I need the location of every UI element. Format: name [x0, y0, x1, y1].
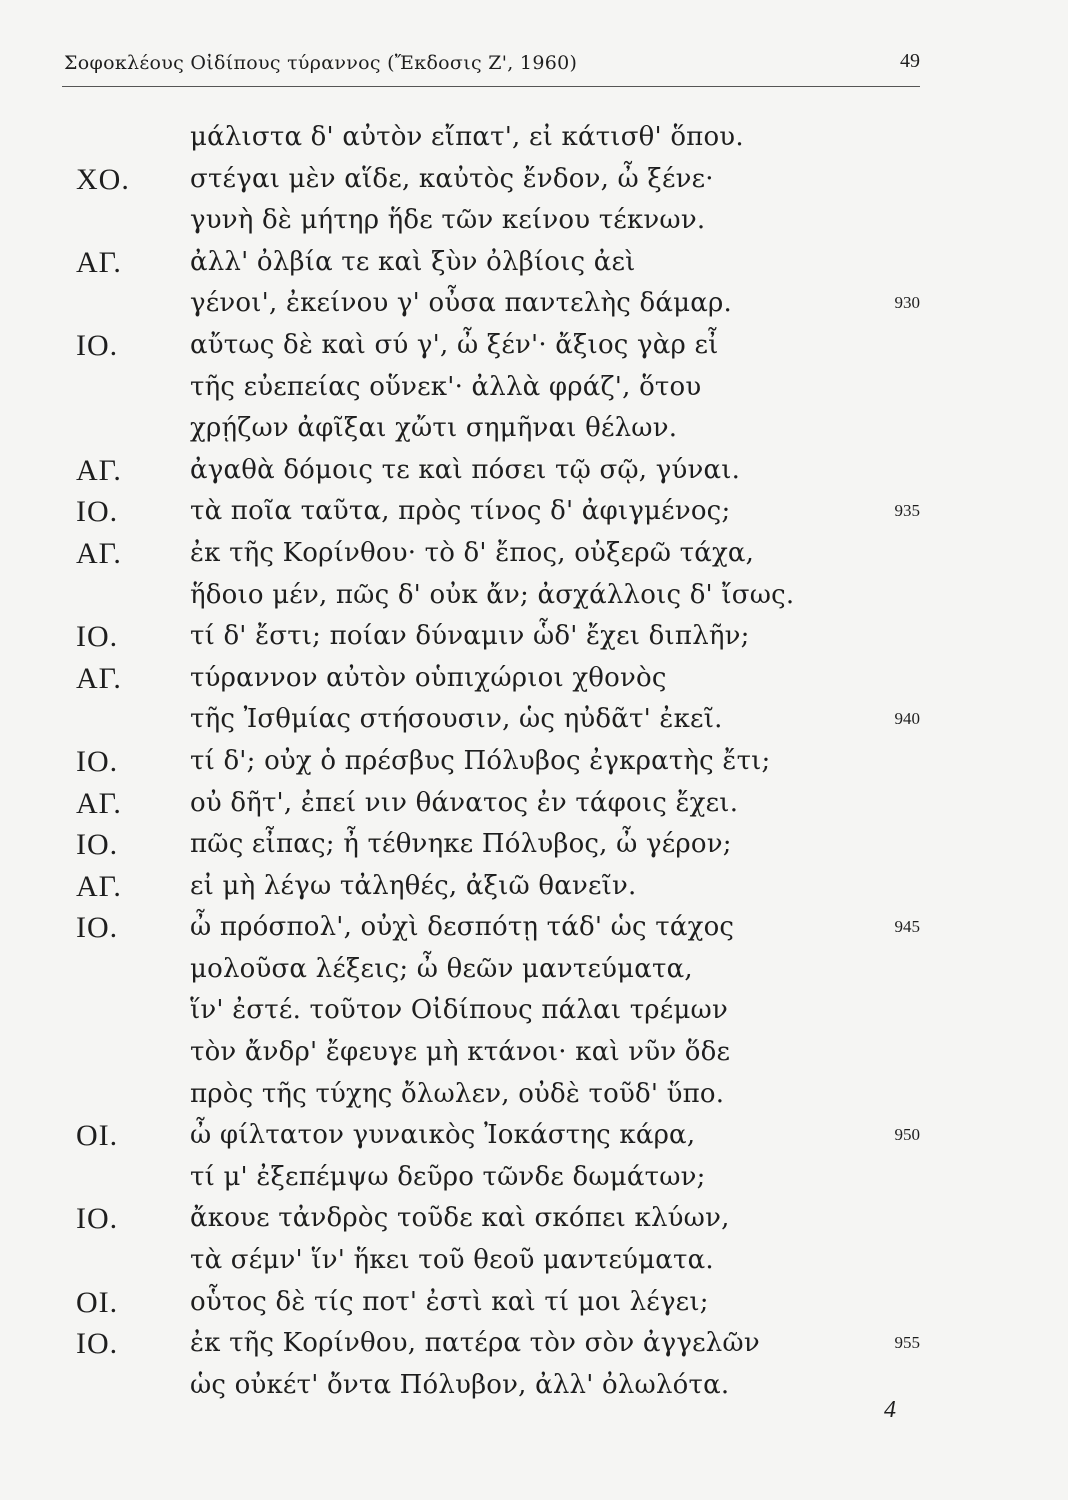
verse-line — [0, 283, 1068, 325]
speaker-label: ΧΟ. — [76, 162, 130, 196]
speaker-label: ΙΟ. — [76, 328, 119, 362]
verse-line — [0, 159, 1068, 201]
verse-line — [0, 325, 1068, 367]
line-number: 945 — [894, 917, 920, 937]
verse-text: μάλιστα δ' αὐτὸν εἴπατ', εἰ κάτισθ' ὅπου. — [190, 122, 744, 152]
verse-line — [0, 1157, 1068, 1199]
verse-text: τὰ ποῖα ταῦτα, πρὸς τίνος δ' ἀφιγμένος; — [190, 496, 731, 527]
verse-text: χρῄζων ἀφῖξαι χὤτι σημῆναι θέλων. — [190, 413, 678, 444]
verse-text: τί δ'; οὐχ ὁ πρέσβυς Πόλυβος ἐγκρατὴς ἔτι; — [190, 745, 771, 776]
verse-text: οὐ δῆτ', ἐπεί νιν θάνατος ἐν τάφοις ἔχει. — [190, 787, 739, 818]
verse-line — [0, 450, 1068, 492]
verse-line — [0, 1240, 1068, 1282]
verse-line — [0, 1282, 1068, 1324]
verse-line — [0, 824, 1068, 866]
verse-text: πρὸς τῆς τύχης ὄλωλεν, οὐδὲ τοῦδ' ὕπο. — [190, 1078, 725, 1109]
verse-line — [0, 1032, 1068, 1074]
verse-line — [0, 242, 1068, 284]
line-number: 950 — [894, 1125, 920, 1145]
verse-text: οὗτος δὲ τίς ποτ' ἐστὶ καὶ τί μοι λέγει; — [190, 1286, 709, 1317]
speaker-label: ΑΓ. — [76, 453, 122, 487]
verse-line — [0, 117, 1068, 159]
verse-text: ὦ πρόσπολ', οὐχὶ δεσπότῃ τάδ' ὡς τάχος — [190, 912, 735, 943]
speaker-label: ΙΟ. — [76, 744, 119, 778]
verse-text: στέγαι μὲν αἵδε, καὐτὸς ἔνδον, ὦ ξένε· — [190, 163, 714, 194]
speaker-label: ΙΟ. — [76, 620, 119, 654]
verse-text: τῆς Ἰσθμίας στήσουσιν, ὡς ηὐδᾶτ' ἐκεῖ. — [190, 704, 723, 735]
verse-line — [0, 783, 1068, 825]
verse-line — [0, 699, 1068, 741]
verse-line — [0, 616, 1068, 658]
verse-text: ἀλλ' ὀλβία τε καὶ ξὺν ὀλβίοις ἀεὶ — [190, 246, 636, 277]
verse-line — [0, 408, 1068, 450]
verse-text: ἵν' ἐστέ. τοῦτον Οἰδίπους πάλαι τρέμων — [190, 995, 728, 1026]
verse-text: τί μ' ἐξεπέμψω δεῦρο τῶνδε δωμάτων; — [190, 1161, 706, 1192]
running-header — [62, 50, 920, 87]
speaker-label: ΙΟ. — [76, 1327, 119, 1361]
verse-line — [0, 741, 1068, 783]
verse-text: τὸν ἄνδρ' ἔφευγε μὴ κτάνοι· καὶ νῦν ὅδε — [190, 1037, 731, 1068]
verse-text: τί δ' ἔστι; ποίαν δύναμιν ὧδ' ἔχει διπλῆν; — [190, 621, 750, 652]
verse-line — [0, 1115, 1068, 1157]
verse-line — [0, 658, 1068, 700]
speaker-label: ΟΙ. — [76, 1285, 119, 1319]
verse-text: πῶς εἶπας; ἦ τέθνηκε Πόλυβος, ὦ γέρον; — [190, 829, 732, 860]
verse-text: τύραννον αὐτὸν οὑπιχώριοι χθονὸς — [190, 662, 667, 693]
verse-text: ἄκουε τἀνδρὸς τοῦδε καὶ σκόπει κλύων, — [190, 1203, 730, 1234]
verse-line — [0, 1198, 1068, 1240]
verse-line — [0, 949, 1068, 991]
line-number: 930 — [894, 293, 920, 313]
verse-text: ἀγαθὰ δόμοις τε καὶ πόσει τῷ σῷ, γύναι. — [190, 454, 741, 485]
speaker-label: ΑΓ. — [76, 786, 122, 820]
verse-text: γένοι', ἐκείνου γ' οὖσα παντελὴς δάμαρ. — [190, 288, 732, 319]
verse-line — [0, 866, 1068, 908]
verse-text: ἐκ τῆς Κορίνθου, πατέρα τὸν σὸν ἀγγελῶν — [190, 1328, 760, 1359]
line-number: 955 — [894, 1333, 920, 1353]
speaker-label: ΙΟ. — [76, 828, 119, 862]
verse-line — [0, 1323, 1068, 1365]
verse-text: ὡς οὐκέτ' ὄντα Πόλυβον, ἀλλ' ὀλωλότα. — [190, 1369, 730, 1400]
verse-text: αὔτως δὲ καὶ σύ γ', ὦ ξέν'· ἄξιος γὰρ εἶ — [190, 329, 719, 360]
verse-line — [0, 990, 1068, 1032]
verse-line — [0, 200, 1068, 242]
verse-text: ἐκ τῆς Κορίνθου· τὸ δ' ἔπος, οὐξερῶ τάχα, — [190, 537, 755, 568]
verse-text: εἰ μὴ λέγω τἀληθές, ἀξιῶ θανεῖν. — [190, 870, 637, 901]
running-title: Σοφοκλέους Οἰδίπους τύραννος (Ἔκδοσις Ζ', 1960) — [64, 52, 578, 74]
verse-text: μολοῦσα λέξεις; ὦ θεῶν μαντεύματα, — [190, 953, 693, 984]
line-number: 935 — [894, 501, 920, 521]
verse-line — [0, 367, 1068, 409]
speaker-label: ΙΟ. — [76, 495, 119, 529]
verse-text: τὰ σέμν' ἵν' ἥκει τοῦ θεοῦ μαντεύματα. — [190, 1245, 714, 1276]
line-number: 940 — [894, 709, 920, 729]
verse-line — [0, 533, 1068, 575]
verse-line — [0, 907, 1068, 949]
verse-line — [0, 1365, 1068, 1407]
speaker-label: ΟΙ. — [76, 1119, 119, 1153]
speaker-label: ΑΓ. — [76, 245, 122, 279]
verse-line — [0, 1074, 1068, 1116]
speaker-label: ΑΓ. — [76, 661, 122, 695]
verse-line — [0, 575, 1068, 617]
verse-lines — [0, 117, 1068, 1406]
verse-text: γυνὴ δὲ μήτηρ ἥδε τῶν κείνου τέκνων. — [190, 205, 706, 236]
speaker-label: ΙΟ. — [76, 911, 119, 945]
speaker-label: ΑΓ. — [76, 536, 122, 570]
speaker-label: ΑΓ. — [76, 869, 122, 903]
verse-text: τῆς εὐεπείας οὕνεκ'· ἀλλὰ φράζ', ὅτου — [190, 371, 702, 402]
speaker-label: ΙΟ. — [76, 1202, 119, 1236]
signature-mark: 4 — [884, 1397, 896, 1423]
verse-text: ὦ φίλτατον γυναικὸς Ἰοκάστης κάρα, — [190, 1120, 696, 1151]
verse-line — [0, 491, 1068, 533]
verse-text: ἥδοιο μέν, πῶς δ' οὐκ ἄν; ἀσχάλλοις δ' ἴσως. — [190, 579, 795, 610]
page-number: 49 — [900, 50, 920, 72]
